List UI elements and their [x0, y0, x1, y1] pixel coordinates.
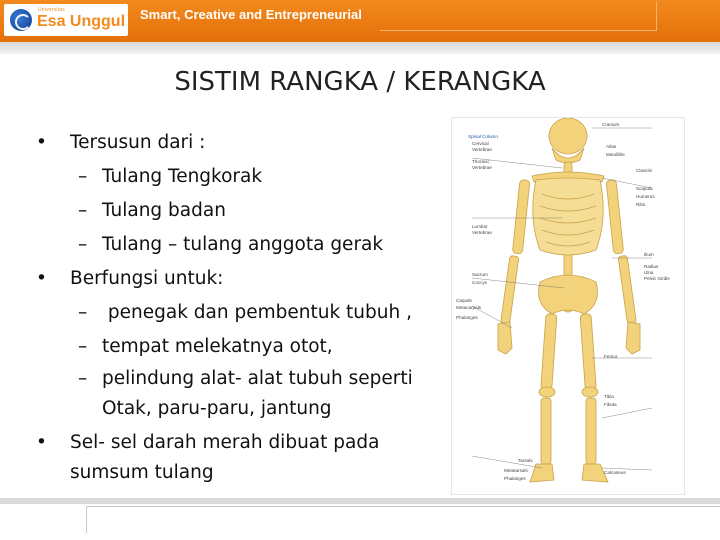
figure-label: Ribs [636, 202, 646, 207]
bullet-item [36, 428, 446, 458]
figure-label: Radius [644, 264, 659, 269]
figure-label: Phalanges [456, 315, 478, 320]
sub-item: – penegak dan pembentuk tubuh , [78, 302, 412, 323]
figure-label: Spinal Column [468, 134, 498, 139]
sub-item: – Tulang – tulang anggota gerak [78, 234, 384, 255]
bullet-text: Tersusun dari : [70, 132, 206, 153]
figure-label: Mandible [606, 152, 625, 157]
figure-label: Metacarpals [456, 305, 482, 310]
bullet-text: Berfungsi untuk: [70, 268, 224, 289]
footer-decoration [86, 506, 720, 533]
sub-item: – tempat melekatnya otot, [78, 336, 333, 357]
sub-item-text: Tulang badan [102, 200, 226, 221]
bullet-continuation: sumsum tulang [70, 462, 214, 483]
bullet-item [36, 262, 446, 296]
figure-label: Sacrum [472, 272, 488, 277]
footer [0, 504, 720, 540]
sub-item-text: pelindung alat- alat tubuh seperti [102, 368, 413, 389]
slide-title: SISTIM RANGKA / KERANGKA [174, 67, 546, 97]
figure-label: Clavicle [636, 168, 653, 173]
sub-item-text: penegak dan pembentuk tubuh , [102, 302, 412, 323]
figure-label: Vertebrae [472, 147, 492, 152]
header-decoration [380, 2, 657, 31]
figure-label: Cervical [472, 141, 489, 146]
figure-label: Tibia [604, 394, 614, 399]
bullet-item [36, 126, 446, 160]
figure-label: Atlas [606, 144, 617, 149]
figure-label: Ulna [644, 270, 654, 275]
bullet-icon: • [36, 268, 47, 289]
figure-label: Lumbar [472, 224, 488, 229]
figure-label: Calcaneus [604, 470, 626, 475]
bullet-icon: • [36, 132, 47, 153]
figure-label: Tarsals [518, 458, 533, 463]
sub-item-text: tempat melekatnya otot, [102, 336, 333, 357]
figure-label: Pelvic Girdle [644, 276, 670, 281]
figure-label: Fibula [604, 402, 617, 407]
sub-item-text: Tulang – tulang anggota gerak [102, 234, 384, 255]
figure-label: Vertebrae [472, 230, 492, 235]
sub-item: – Tulang Tengkorak [78, 166, 263, 187]
slide-body [36, 126, 446, 488]
figure-label: Scapula [636, 186, 653, 191]
figure-label: Phalanges [504, 476, 526, 481]
logo-emblem-icon [10, 9, 32, 31]
figure-label: Vertebrae [472, 165, 492, 170]
figure-label: Cranium [602, 122, 620, 127]
figure-label: Ilium [644, 252, 654, 257]
figure-label: Femur [604, 354, 618, 359]
header-bar [0, 0, 720, 42]
skeleton-figure [451, 117, 685, 495]
sub-item-text: Tulang Tengkorak [102, 166, 263, 187]
figure-label: Metatarsals [504, 468, 528, 473]
logo-small-text: Universitas [38, 7, 65, 13]
sub-item: – Tulang badan [78, 200, 226, 221]
bullet-text: Sel- sel darah merah dibuat pada [70, 432, 380, 453]
figure-label: Thoracic [472, 159, 490, 164]
header-shadow-band [0, 42, 720, 54]
figure-label: Humerus [636, 194, 655, 199]
sub-item: – pelindung alat- alat tubuh seperti [78, 368, 413, 389]
skeleton-illustration [452, 118, 684, 494]
bullet-icon: • [36, 432, 47, 453]
tagline: Smart, Creative and Entrepreneurial [140, 7, 362, 22]
figure-label: Carpals [456, 298, 472, 303]
figure-label: Coccyx [472, 280, 488, 285]
logo-name: Esa Unggul [37, 13, 126, 30]
sub-item-continuation: Otak, paru-paru, jantung [102, 398, 332, 419]
logo [4, 4, 128, 36]
